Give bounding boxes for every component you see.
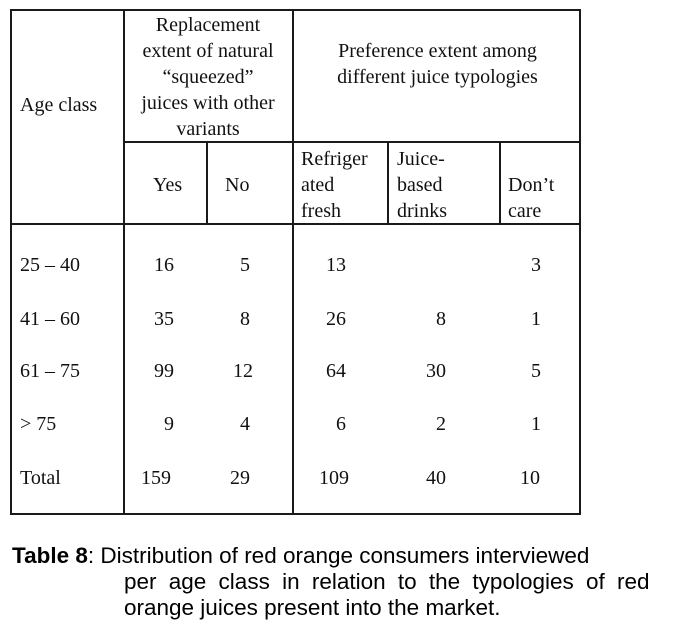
cell-yes-1: 16 xyxy=(154,254,174,276)
header-yes: Yes xyxy=(153,174,183,196)
cell-age-1: 25 – 40 xyxy=(20,254,80,276)
data-table xyxy=(10,9,581,515)
cell-no-2: 8 xyxy=(240,308,250,330)
caption-line-2: per age class in relation to the typologies of red xyxy=(124,569,650,594)
cell-refrigerated-total: 109 xyxy=(319,467,349,489)
cell-refrigerated-2: 26 xyxy=(326,308,346,330)
cell-no-1: 5 xyxy=(240,254,250,276)
cell-juice-based-2: 8 xyxy=(436,308,446,330)
cell-refrigerated-1: 13 xyxy=(326,254,346,276)
cell-yes-2: 35 xyxy=(154,308,174,330)
cell-yes-total: 159 xyxy=(141,467,171,489)
cell-juice-based-3: 30 xyxy=(426,360,446,382)
col-divider-refrigerated xyxy=(387,142,389,224)
cell-juice-based-total: 40 xyxy=(426,467,446,489)
cell-age-2: 41 – 60 xyxy=(20,308,80,330)
cell-age-3: 61 – 75 xyxy=(20,360,80,382)
cell-no-total: 29 xyxy=(230,467,250,489)
header-bottom-rule xyxy=(12,223,581,225)
header-refrigerated-fresh: Refriger ated fresh xyxy=(301,148,368,222)
header-replacement: Replacement extent of natural “squeezed” juices with other variants xyxy=(141,14,275,140)
cell-dont-care-2: 1 xyxy=(531,308,541,330)
caption-text-1: : Distribution of red orange consumers interviewed xyxy=(87,543,590,568)
col-divider-yes-no xyxy=(206,142,208,224)
header-preference: Preference extent among different juice typologies xyxy=(337,40,538,88)
cell-dont-care-3: 5 xyxy=(531,360,541,382)
cell-juice-based-4: 2 xyxy=(436,413,446,435)
header-dont-care: Don’t care xyxy=(508,174,555,222)
cell-refrigerated-3: 64 xyxy=(326,360,346,382)
cell-age-4: > 75 xyxy=(20,413,57,435)
col-divider-juice-based xyxy=(499,142,501,224)
cell-dont-care-4: 1 xyxy=(531,413,541,435)
cell-refrigerated-4: 6 xyxy=(336,413,346,435)
table-caption xyxy=(12,543,684,621)
header-no: No xyxy=(225,174,250,196)
caption-label: Table 8 xyxy=(12,543,88,568)
cell-dont-care-total: 10 xyxy=(520,467,540,489)
cell-yes-3: 99 xyxy=(154,360,174,382)
cell-dont-care-1: 3 xyxy=(531,254,541,276)
caption-line-1 xyxy=(12,543,684,569)
cell-no-4: 4 xyxy=(240,413,250,435)
header-age-class: Age class xyxy=(20,94,98,116)
cell-yes-4: 9 xyxy=(164,413,174,435)
header-juice-based-drinks: Juice- based drinks xyxy=(397,148,447,222)
caption-line-3: orange juices present into the market. xyxy=(124,595,501,620)
cell-no-3: 12 xyxy=(233,360,253,382)
cell-age-total: Total xyxy=(20,467,61,489)
